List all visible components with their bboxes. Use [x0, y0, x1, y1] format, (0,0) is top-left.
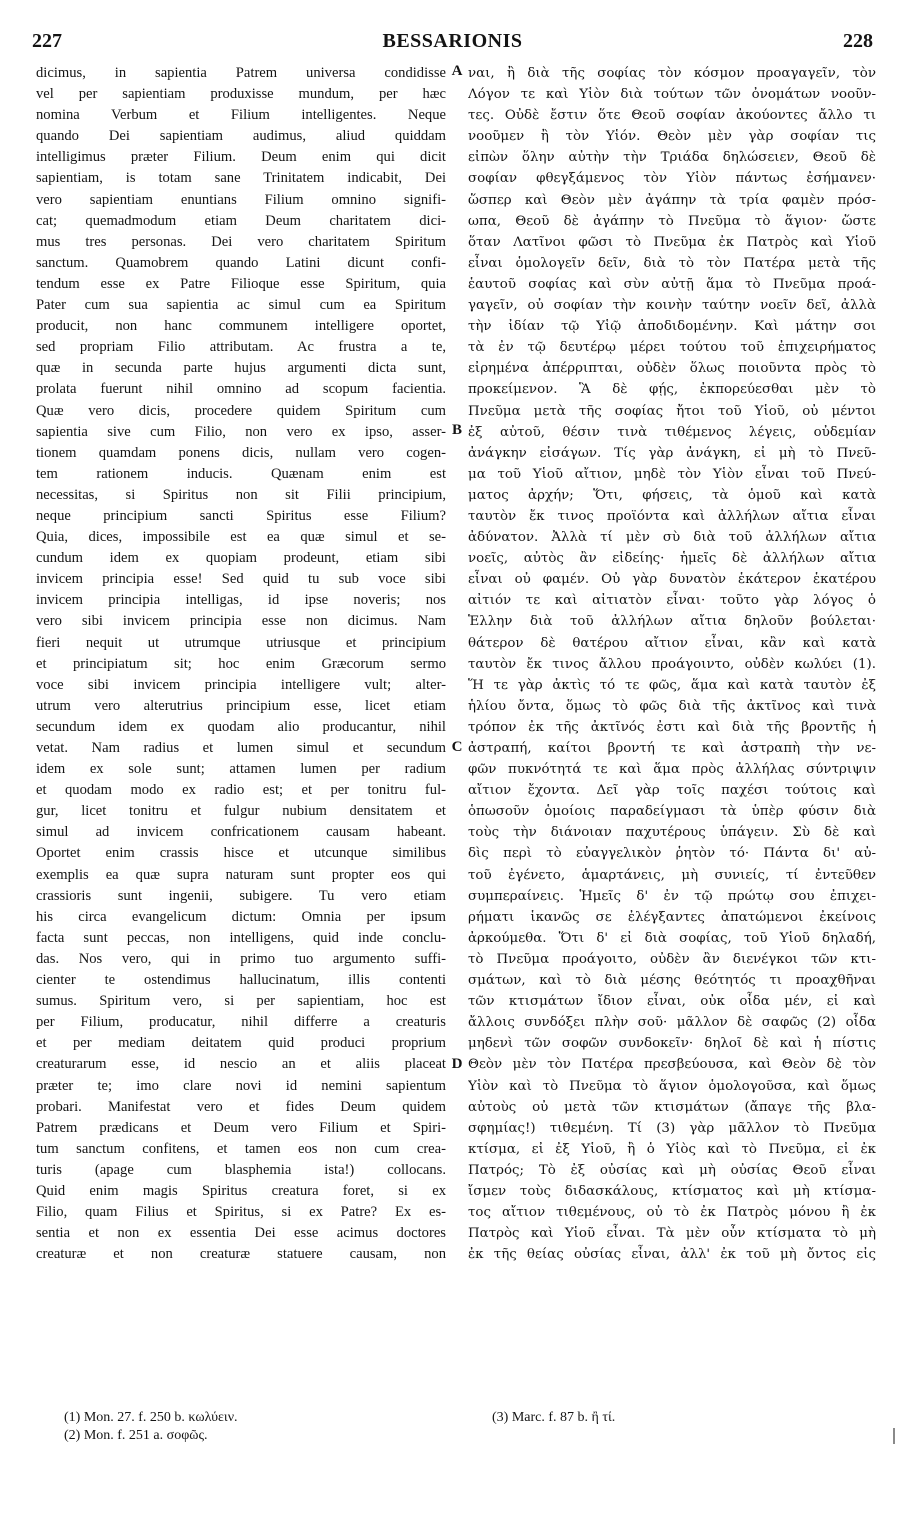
margin-letter-b: B	[451, 422, 462, 438]
text-line: tum sanctum confitens, et tamen eos non cum crea-	[36, 1140, 446, 1157]
text-line: αἰτιόν τε καὶ αἰτιατὸν εἶναι· τοῦτο γὰρ λόγος ὁ	[468, 593, 876, 609]
text-line: producit, non hanc communem intelligere oportet,	[36, 318, 446, 335]
text-line: τοὺς τὴν διάνοιαν παχυτέρους ὑπάγειν. Σὺ δὲ καὶ	[468, 825, 876, 841]
text-line: ἐξ αὐτοῦ, θέσιν τινὰ τιθέμενος λέγεις, οὐδεμίαν	[468, 424, 876, 440]
text-line: μα τοῦ Υἱοῦ αἴτιον, μηδὲ τὸν Υἱὸν εἶναι τοῦ Πνεύ-	[468, 466, 876, 482]
text-line: Λόγον τε καὶ Υἱὸν διὰ τούτων τῶν ὀνομάτων νοοῦν-	[468, 87, 876, 103]
text-line: facta sunt peccas, non intelligens, quid inde conclu-	[36, 929, 446, 946]
text-line: quando Dei sapientiam audimus, aliud quiddam	[36, 128, 446, 145]
text-line: τῶν κτισμάτων ἴδιον εἶναι, οὐκ οἶδα μέν, εἰ καὶ	[468, 994, 876, 1010]
margin-letter-d: D	[451, 1056, 463, 1072]
text-line: δὶς περὶ τὸ εὐαγγελικὸν ῥητὸν τό· Πάντα δι' αὐ-	[468, 846, 876, 862]
text-line: τος αἴτιον τιθεμένους, οὐ τὸ ἐκ Πατρὸς μόνου ἢ ἐκ	[468, 1205, 876, 1221]
text-line: ὁπωσοῦν ὁμοίοις παραδείγμασι τὰ ὑπὲρ φύσιν διὰ	[468, 804, 876, 820]
text-line: εἶναι ὁμολογεῖν δεῖν, διὰ τὸ τὸν Πατέρα μετὰ τῆς	[468, 255, 876, 271]
text-line: vero sibi invicem principia esse non dicimus. Nam	[36, 613, 446, 630]
text-line: præter te; imo clare novi id nemini sapientum	[36, 1077, 446, 1094]
text-line: νοοῦμεν ἢ τὸν Υἱόν. Θεὸν μὲν γὰρ σοφίαν τις	[468, 129, 876, 145]
text-line: cat; quemadmodum etiam Deum charitatem dici-	[36, 212, 446, 229]
text-line: vero sapientiam enuntians Filium omnino signifi-	[36, 191, 446, 208]
text-line: ἴσμεν τοὺς διδασκάλους, κτίσματος καὶ μὴ κτίσμα-	[468, 1183, 876, 1199]
text-line: turis (apage cum blasphemia ista!) collocans.	[36, 1161, 446, 1178]
text-line: cienter te ostendimus hallucinatum, illis contenti	[36, 972, 446, 989]
text-line: σφημίας!) τιθεμένη. Τί (3) γὰρ μᾶλλον τὸ Πνεῦμα	[468, 1120, 876, 1136]
text-line: ταυτὸν ἔκ τινος προϊόντα καὶ ἀλλήλων αἴτια εἶναι	[468, 508, 876, 524]
text-line: exemplis ea quæ supra naturam sunt propter eos qui	[36, 866, 446, 883]
text-line: σμάτων, καὶ τὸ διὰ μέσης θεότητός τι προαχθῆναι	[468, 973, 876, 989]
margin-letter-a: A	[451, 63, 463, 79]
text-line: νοεῖς, αὐτὸς ἂν εἰδείης· ἡμεῖς δὲ ἀλλήλων αἴτια	[468, 551, 876, 567]
page-number-right: 228	[843, 30, 873, 52]
text-line: συμπεραίνεις. Ἡμεῖς δ' ἐν τῷ πρώτῳ σου ἐπιχει-	[468, 888, 876, 904]
text-line: tionem quamdam ponens dicis, nullam vero cogen-	[36, 444, 446, 461]
text-line: τὴν ἰδίαν τῷ Υἱῷ ἀποδιδομένην. Καὶ μάτην σοι	[468, 319, 876, 335]
text-line: Filio, quam Filius et Spiritus, si ex Patre? Ex es-	[36, 1204, 446, 1221]
text-line: sentia et non ex essentia Dei esse acimus doctores	[36, 1225, 446, 1242]
text-line: fieri nequit ut utrumque utriusque et principium	[36, 634, 446, 651]
text-line: simul ad invicem confricationem causam habeant.	[36, 824, 446, 841]
footnote: (3) Marc. f. 87 b. ἢ τί.	[492, 1410, 616, 1425]
running-title: BESSARIONIS	[382, 30, 523, 52]
text-line: sed propriam Filio attributam. Ac frustra a te,	[36, 339, 446, 356]
text-line: αὐτοὺς οὐ μετὰ τῶν κτισμάτων (ἄπαγε τῆς βλα-	[468, 1099, 876, 1115]
page-number-left: 227	[32, 30, 62, 52]
text-line: Πατρὸς καὶ Υἱοῦ εἶναι. Τὰ μὲν οὖν κτίσματα τὸ μὴ	[468, 1226, 876, 1242]
text-line: neque principium sancti Spiritus esse Filium?	[36, 507, 446, 524]
text-line: Ἥ τε γὰρ ἀκτὶς τό τε φῶς, ἅμα καὶ κατὰ ταυτὸν ἐξ	[468, 677, 876, 693]
text-line: ὥσπερ καὶ Θεὸν μὲν ἀγάπην τὰ τρία φαμὲν πρόσ-	[468, 192, 876, 208]
text-line: Θεὸν μὲν τὸν Πατέρα πρεσβεύουσα, καὶ Θεὸν δὲ τὸν	[468, 1057, 876, 1073]
text-line: vel per sapientiam produxisse mundum, per hæc	[36, 86, 446, 103]
text-line: Pater cum sua sapientia ac simul cum ea Spiritum	[36, 297, 446, 314]
text-line: idem ex sole sunt; attamen lumen per radium	[36, 761, 446, 778]
text-line: sapientia sive cum Filio, non vero ex ipso, asser-	[36, 423, 446, 440]
text-line: invicem principia esse! Sed quid tu sub voce sibi	[36, 571, 446, 588]
text-line: creaturarum esse, id nescio an et aliis placeat	[36, 1056, 446, 1073]
text-line: tem rationem inducis. Quænam enim est	[36, 465, 446, 482]
text-line: utrum vero alterutrius principium esse, licet etiam	[36, 697, 446, 714]
text-line: sumus. Spiritum vero, si per sapientiam, hoc est	[36, 993, 446, 1010]
text-line: τοῦ ἐγένετο, ἁμαρτάνεις, μὴ συνιείς, τί ἐντεῦθεν	[468, 867, 876, 883]
text-line: creaturæ et non creaturæ statuere causam, non	[36, 1246, 446, 1263]
text-line: nomina Verbum et Filium intelligentes. Neque	[36, 107, 446, 124]
text-line: crassioris sunt ingenii, subigere. Tu vero etiam	[36, 887, 446, 904]
text-line: das. Nos vero, qui in primo tuo argumento suffi-	[36, 950, 446, 967]
text-line: necessitas, si Spiritus non sit Filii principium,	[36, 486, 446, 503]
text-line: per Filium, producatur, nihil differre a creaturis	[36, 1014, 446, 1031]
text-line: γαγεῖν, οὐ σοφίαν τὴν κοινὴν ταύτην νοεῖν δεῖ, ἀλλὰ	[468, 298, 876, 314]
text-line: secundum idem ex quodam alio producantur, nihil	[36, 718, 446, 735]
footnotes-left	[64, 1409, 238, 1445]
text-line: Patrem prædicans et Deum vero Filium et Spiri-	[36, 1119, 446, 1136]
text-line: Υἱὸν καὶ τὸ Πνεῦμα τὸ ἅγιον ὁμολογοῦσα, καὶ ὅμως	[468, 1078, 876, 1094]
text-line: intelligimus præter Filium. Deum enim qui dicit	[36, 149, 446, 166]
footnotes-right	[492, 1409, 615, 1427]
text-line: invicem principia intelligas, id ipse noveris; nos	[36, 592, 446, 609]
text-line: prolata fuerunt nihil omnino ad scopum facientia.	[36, 381, 446, 398]
text-line: ἀδύνατον. Ἀλλὰ τί μὲν σὺ διὰ τοῦ ἀλλήλων αἴτια	[468, 530, 876, 546]
text-line: ἀστραπή, καίτοι βροντή τε καὶ ἀστραπὴ τὴν νε-	[468, 741, 876, 756]
text-line: sapientiam, is totam sane Trinitatem indicabit, Dei	[36, 170, 446, 187]
greek-column	[468, 63, 876, 1265]
text-line: Oportet enim crassis hisce et utcunque similibus	[36, 845, 446, 862]
text-line: ματος ἀρχήν; Ὅτι, φήσεις, τὰ ὁμοῦ καὶ κατὰ	[468, 487, 876, 503]
text-line: ἄλλοις συνδόξει πλὴν σοῦ· μᾶλλον δὲ σαφῶς (2) οἶδα	[468, 1015, 876, 1031]
text-line: Quæ vero dicis, procedere quidem Spiritum cum	[36, 402, 446, 419]
text-line: θάτερον δὲ θατέρου αἴτιον εἶναι, κἂν καὶ κατὰ	[468, 635, 876, 651]
text-line: μηδενὶ τῶν σοφῶν συνδοκεῖν· δηλοῖ δὲ καὶ ἡ πίστις	[468, 1036, 876, 1052]
text-line: ὅταν Λατῖνοι φῶσι τὸ Πνεῦμα ἐκ Πατρὸς καὶ Υἱοῦ	[468, 234, 876, 250]
text-line: ταυτὸν ἔκ τινος ἄλλου προάγοιντο, οὐδὲν κωλύει (1).	[468, 656, 876, 672]
text-line: Ἑλλην διὰ τοῦ ἀλλήλων αἴτια δηλοῦν βούλεται·	[468, 614, 876, 630]
text-line: et principiatum sit; hoc enim Græcorum sermo	[36, 655, 446, 672]
text-line: gur, licet tonitru et fulgur nubium densitatem et	[36, 803, 446, 820]
text-line: τὰ ἐν τῷ δευτέρῳ μέρει τούτου τοῦ ἐπιχειρήματος	[468, 340, 876, 356]
text-line: ωπα, Θεοῦ δὲ ἀγάπην τὸ Πνεῦμα τὸ ἅγιον· ὥστε	[468, 213, 876, 229]
text-line: vetat. Nam radius et lumen simul et secundum	[36, 740, 446, 756]
footnote: (2) Mon. f. 251 a. σοφῶς.	[64, 1428, 208, 1443]
latin-column	[36, 63, 446, 1265]
text-line: ἐκ τῆς θείας οὐσίας εἶναι, ἀλλ' ἐκ τοῦ μὴ ὄντος εἰς	[468, 1247, 876, 1263]
text-line: tendum esse ex Patre Filioque esse Spiritum, quia	[36, 275, 446, 292]
text-line: τες. Οὐδὲ ἔστιν ὅτε Θεοῦ σοφίαν ἀκούοντες ἄλλο τι	[468, 108, 876, 124]
text-line: mus tres personas. Dei vero charitatem Spiritum	[36, 233, 446, 250]
text-line: προκείμενον. Ἃ δὲ φῄς, ἐκπορεύεσθαι μὲν τὸ	[468, 382, 876, 398]
text-line: et per mediam deitatem quid produci proprium	[36, 1035, 446, 1052]
text-line: ρήματι ἱκανῶς σε ἐλέγξαντες ἀπατώμενοι ἐκείνοις	[468, 909, 876, 925]
text-line: σοφίαν φθεγξάμενος τὸν Υἱὸν πάντως ἐσήμανεν·	[468, 171, 876, 187]
text-line: ναι, ἢ διὰ τῆς σοφίας τὸν κόσμον προαγαγεῖν, τὸν	[468, 66, 876, 81]
text-line: φῶν πυκνότητά τε καὶ ἅμα πρὸς ἀλλήλας σύντριψιν	[468, 762, 876, 778]
text-line: τρόπον ἐκ τῆς ἀκτῖνός ἐστι καὶ διὰ τῆς βροντῆς ἡ	[468, 719, 876, 735]
margin-letter-c: C	[451, 739, 463, 755]
text-line: cundum idem ex quopiam prodeunt, etiam sibi	[36, 550, 446, 567]
text-line: Πατρός; Τὸ ἐξ οὐσίας καὶ μὴ οὐσίας Θεοῦ εἶναι	[468, 1162, 876, 1178]
text-line: εἰπὼν ὅλην αὐτὴν τὴν Τριάδα δηλώσειεν, Θεοῦ δὲ	[468, 150, 876, 166]
text-line: εἶναι οὐ φαμέν. Οὐ γὰρ δυνατὸν ἑκάτερον ἑκατέρου	[468, 572, 876, 588]
text-line: sanctum. Quamobrem quando Latini dicunt confi-	[36, 254, 446, 271]
page-header	[32, 30, 873, 56]
footnote: (1) Mon. 27. f. 250 b. κωλύειν.	[64, 1410, 238, 1425]
text-line: αἴτιον ἔχοντα. Δεῖ γὰρ τοῖς παχέσι τούτοις καὶ	[468, 783, 876, 799]
text-line: ἑαυτοῦ σοφίας καὶ σὺν αὐτῇ ἅμα τὸ Πνεῦμα προά-	[468, 276, 876, 292]
text-line: τὸ Πνεῦμα προάγοιτο, οὐδὲν ἂν διενέγκοι τῶν κτι-	[468, 951, 876, 967]
text-line: εἰρημένα ἀπέρριπται, οὐδὲν ὅλως ποιοῦντα πρὸς τὸ	[468, 361, 876, 377]
text-line: et quodam modo ex radio est; et per tonitru ful-	[36, 782, 446, 799]
text-line: voce sibi invicem principia intelligere vult; alter-	[36, 676, 446, 693]
text-line: quæ in secunda parte hujus argumenti dicta sunt,	[36, 360, 446, 377]
text-line: ἀρκούμεθα. Ὅτι δ' εἰ διὰ σοφίας, τοῦ Υἱοῦ δηλαδή,	[468, 930, 876, 946]
text-line: dicimus, in sapientia Patrem universa condidisse	[36, 65, 446, 81]
text-line: ἀνάγκην εἰσάγων. Τίς γὰρ ἀνάγκη, εἰ μὴ τὸ Πνεῦ-	[468, 445, 876, 461]
text-line: κτίσμα, εἰ ἐξ Υἱοῦ, ἢ ὁ Υἱὸς καὶ τὸ Πνεῦμα, εἰ ἐκ	[468, 1141, 876, 1157]
text-line: Quid enim magis Spiritus creatura foret, si ex	[36, 1182, 446, 1199]
text-line: ἡλίου ὄντα, ὅμως τὸ φῶς διὰ τῆς ἀκτῖνος καὶ τινὰ	[468, 698, 876, 714]
text-line: Πνεῦμα μετὰ τῆς σοφίας ἤτοι τοῦ Υἱοῦ, οὐ μέντοι	[468, 403, 876, 419]
text-line: his circa evangelicum dictum: Omnia per ipsum	[36, 908, 446, 925]
scan-edge-mark	[893, 1428, 895, 1444]
text-line: Quia, dices, impossibile est ea quæ simul et se-	[36, 529, 446, 546]
text-line: probari. Manifestat vero et fides Deum quidem	[36, 1098, 446, 1115]
